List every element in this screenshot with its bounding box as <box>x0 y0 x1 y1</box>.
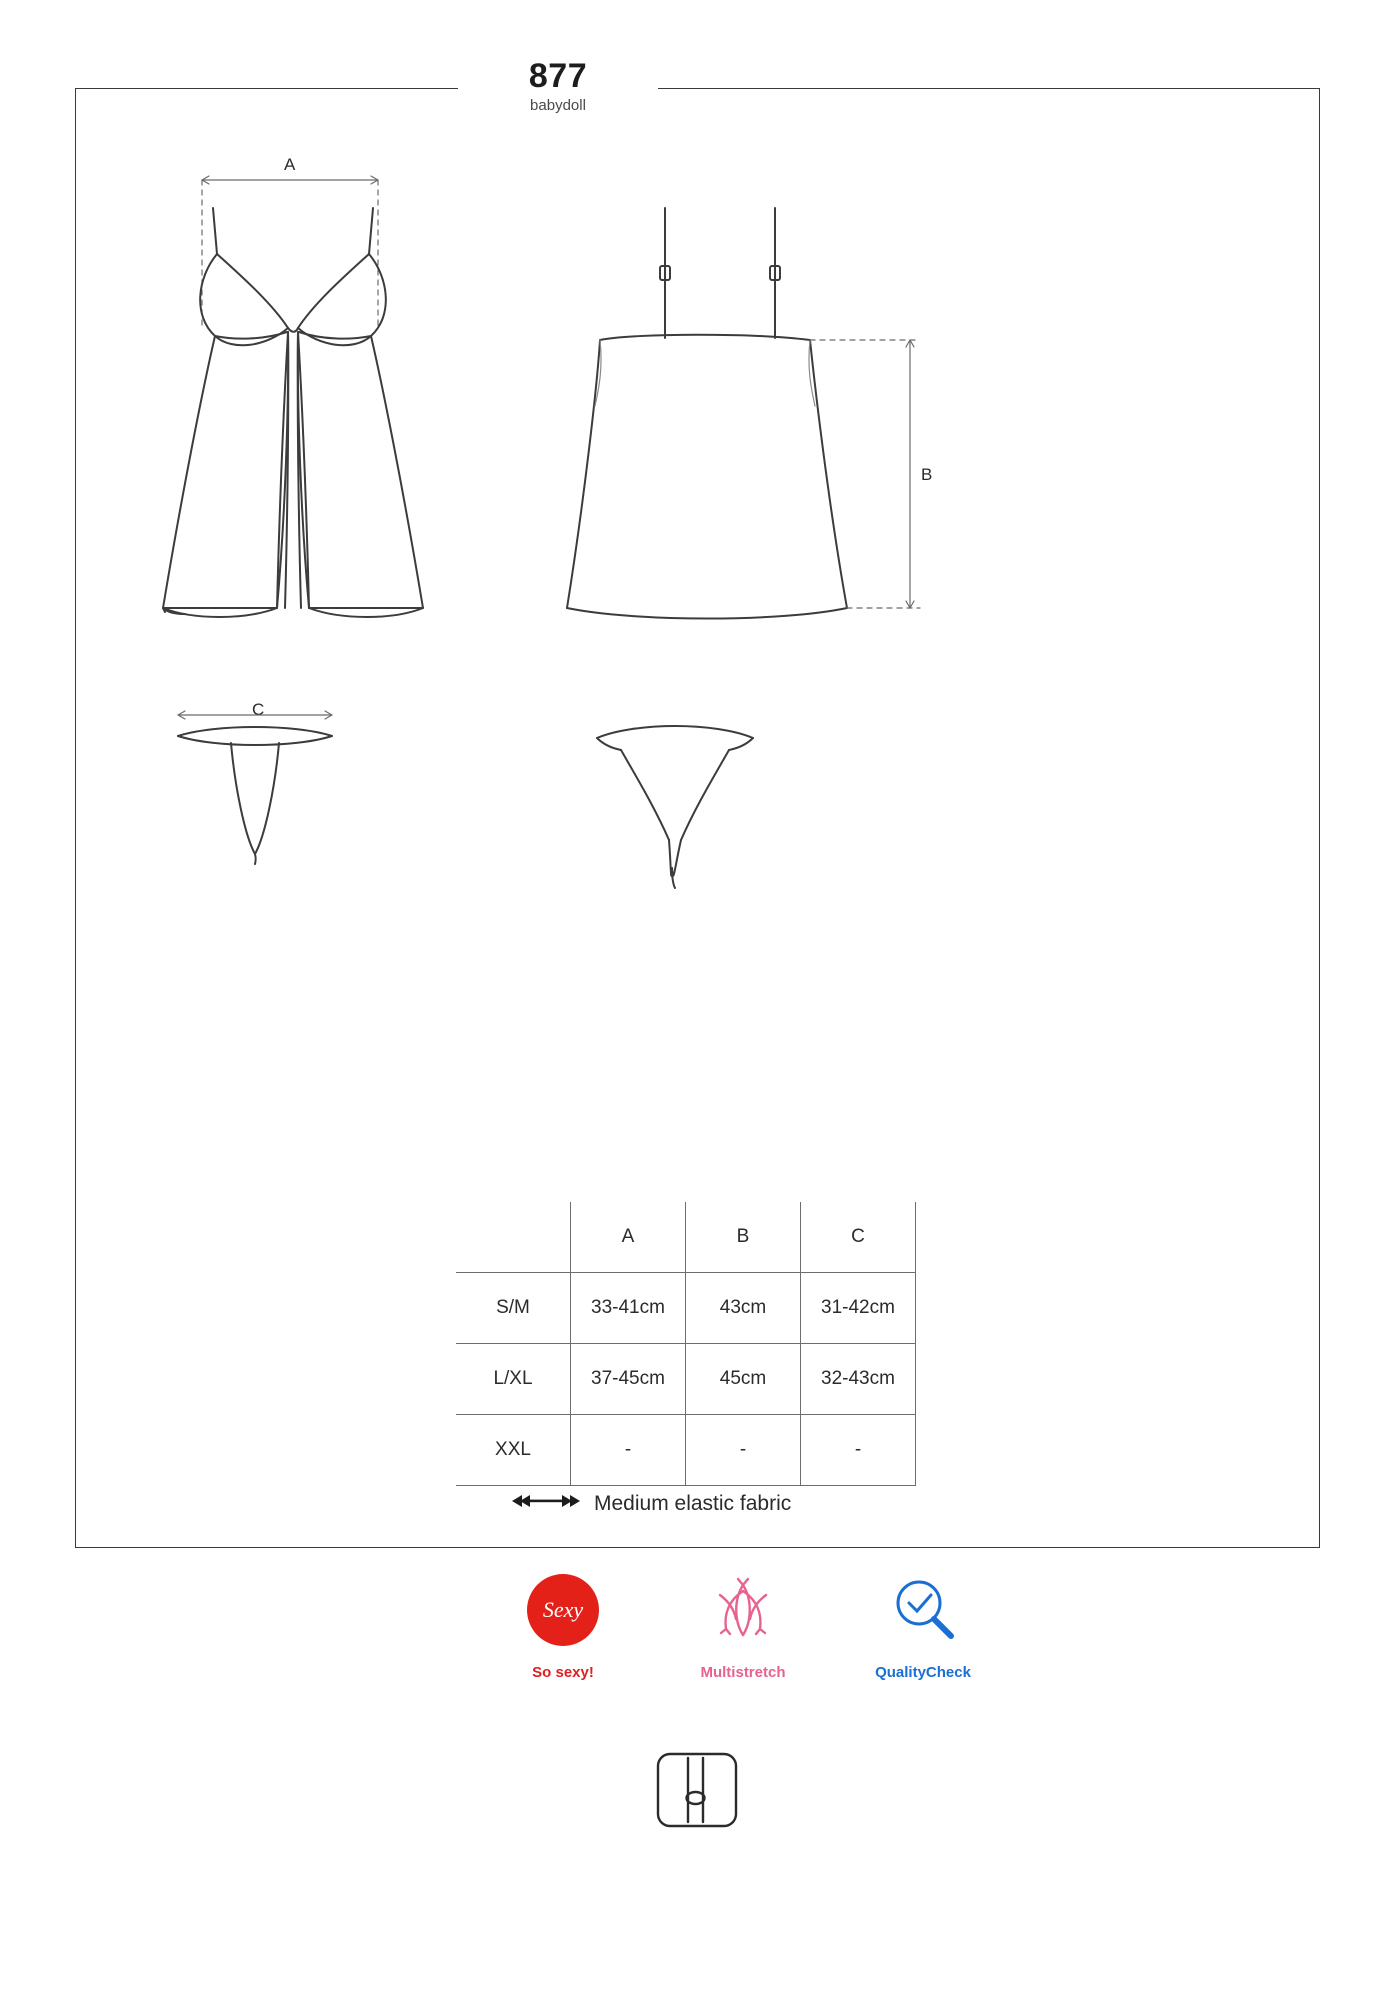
badge-row <box>498 1568 988 1681</box>
table-corner-cell <box>456 1202 571 1273</box>
table-header-row <box>456 1202 916 1273</box>
quality-check-icon <box>858 1568 988 1652</box>
table-row-size: S/M <box>456 1273 571 1344</box>
table-cell-a: 37-45cm <box>571 1344 686 1415</box>
table-cell-c: 31-42cm <box>801 1273 916 1344</box>
table-row <box>456 1415 916 1486</box>
thong-front-drawing <box>178 711 332 864</box>
badge-multistretch-caption: Multistretch <box>700 1664 786 1681</box>
product-code: 877 <box>528 57 588 95</box>
babydoll-back-drawing <box>567 208 920 619</box>
badge-so-sexy <box>498 1568 628 1681</box>
table-header-a: A <box>571 1202 686 1273</box>
table-cell-b: - <box>686 1415 801 1486</box>
washing-care-icon <box>647 1740 747 1845</box>
elastic-note-text: Medium elastic fabric <box>594 1492 792 1515</box>
badge-quality-check <box>858 1568 988 1681</box>
elastic-note <box>510 1492 791 1516</box>
double-arrow-icon <box>510 1492 582 1516</box>
badge-so-sexy-caption: So sexy! <box>532 1664 594 1681</box>
table-cell-b: 43cm <box>686 1273 801 1344</box>
dimension-label-c: C <box>252 700 265 719</box>
dimension-label-b: B <box>921 465 933 484</box>
page-title <box>458 52 658 132</box>
table-cell-a: - <box>571 1415 686 1486</box>
technical-drawings <box>75 88 1320 1158</box>
table-header-b: B <box>686 1202 801 1273</box>
thong-back-drawing <box>597 726 753 888</box>
sexy-seal-icon <box>498 1568 628 1652</box>
dimension-label-a: A <box>284 155 296 174</box>
table-cell-b: 45cm <box>686 1344 801 1415</box>
table-cell-c: 32-43cm <box>801 1344 916 1415</box>
badge-quality-check-caption: QualityCheck <box>875 1664 971 1681</box>
table-row <box>456 1344 916 1415</box>
badge-multistretch <box>678 1568 808 1681</box>
table-row-size: XXL <box>456 1415 571 1486</box>
sexy-seal-text: Sexy <box>542 1597 584 1622</box>
babydoll-front-drawing <box>163 176 423 617</box>
table-cell-a: 33-41cm <box>571 1273 686 1344</box>
table-header-c: C <box>801 1202 916 1273</box>
table-cell-c: - <box>801 1415 916 1486</box>
table-row-size: L/XL <box>456 1344 571 1415</box>
size-table <box>456 1202 916 1486</box>
table-row <box>456 1273 916 1344</box>
multistretch-icon <box>678 1568 808 1652</box>
product-type: babydoll <box>530 97 586 114</box>
